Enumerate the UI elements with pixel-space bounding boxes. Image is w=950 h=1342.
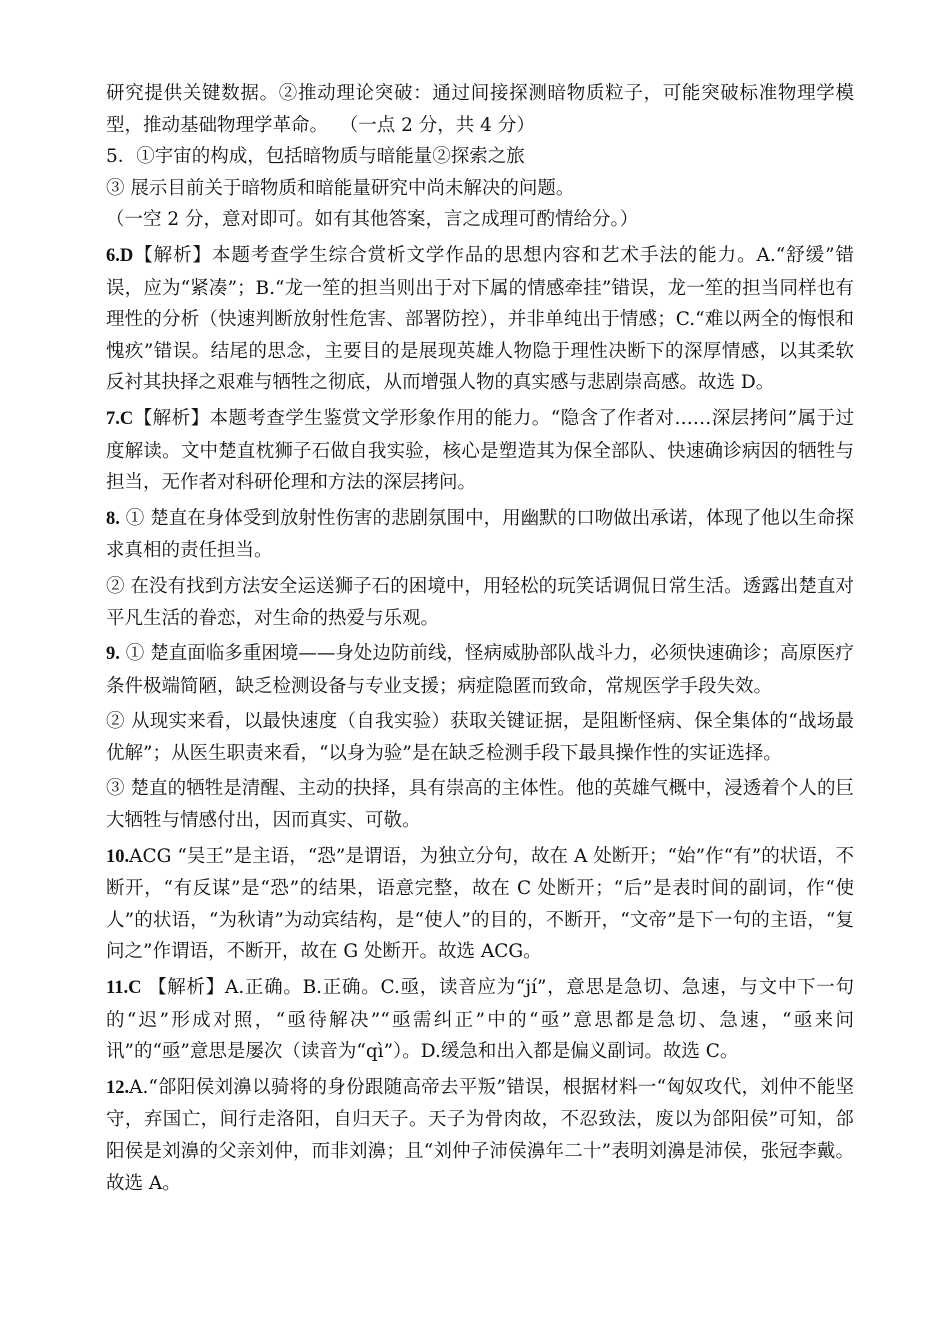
paragraph-text: ② 在没有找到方法安全运送狮子石的困境中，用轻松的玩笑话调侃日常生活。透露出楚直对平凡生活的眷恋，对生命的热爱与乐观。 [106,575,854,629]
paragraph-text: A.“郃阳侯刘濞以骑将的身份跟随高帝去平叛”错误，根据材料一“匈奴攻代，刘仲不能坚守，弃国亡，间行走洛阳，自归天子。天子为骨肉故，不忍致法，废以为郃阳侯”可知，郃阳侯是刘濞的父亲刘仲，而非刘濞；且“刘仲子沛侯濞年二十”表明刘濞是沛侯，张冠李戴。故选 A。 [106,1076,854,1194]
answer-paragraph-6 [106,240,854,399]
paragraph-text: （一空 2 分，意对即可。如有其他答案，言之成理可酌情给分。） [106,209,639,231]
question-number: 12. [106,1077,130,1098]
paragraph-text: ① 楚直面临多重困境——身处边防前线，怪病威胁部队战斗力，必须快速确诊；高原医疗条件极端简陋，缺乏检测设备与专业支援；病症隐匿而致命，常规医学手段失效。 [106,643,854,697]
document-page [106,78,854,1203]
question-number: 10. [106,846,130,867]
paragraph-text: ACG “吴王”是主语，“恐”是谓语，为独立分句，故在 A 处断开；“始”作“有”的状语，不断开，“有反谋”是“恐”的结果，语意完整，故在 C 处断开；“后”是表时间的副词，作“使人”的状语，“为秋请”为动宾结构，是“使人”的目的，不断开，“文帝”是下一句的主语，“复问之”作谓语，不断开，故在 G 处断开。故选 ACG。 [106,845,854,963]
answer-paragraph-8 [106,503,854,567]
paragraph-text: 【解析】本题考查学生综合赏析文学作品的思想内容和艺术手法的能力。A.“舒缓”错误，应为“紧凑”；B.“龙一笙的担当则出于对下属的情感牵挂”错误，龙一笙的担当同样也有理性的分析（快速判断放射性危害、部署防控），并非单纯出于情感；C.“难以两全的悔恨和愧疚”错误。结尾的思念，主要目的是展现英雄人物隐于理性决断下的深厚情感，以其柔软反衬其抉择之艰难与牺牲之彻底，从而增强人物的真实感与悲剧崇高感。故选 D。 [106,244,854,394]
scoring-note-5 [106,204,854,236]
paragraph-text: 【解析】本题考查学生鉴赏文学形象作用的能力。“隐含了作者对……深层拷问”属于过度解读。文中楚直枕狮子石做自我实验，核心是塑造其为保全部队、快速确诊病因的牺牲与担当，无作者对科研伦理和方法的深层拷问。 [106,407,854,494]
paragraph-text: ③ 展示目前关于暗物质和暗能量研究中尚未解决的问题。 [106,177,575,199]
answer-paragraph-12 [106,1072,854,1199]
answer-paragraph-9-item-3 [106,773,854,836]
paragraph-text: ③ 楚直的牺牲是清醒、主动的抉择，具有崇高的主体性。他的英雄气概中，浸透着个人的巨大牺牲与情感付出，因而真实、可敬。 [106,778,854,832]
answer-paragraph-11 [106,972,854,1068]
question-number: 9. [106,644,120,665]
paragraph-text: 研究提供关键数据。②推动理论突破：通过间接探测暗物质粒子，可能突破标准物理学模型，推动基础物理学革命。 （一点 2 分，共 4 分） [106,83,854,136]
answer-paragraph-7 [106,403,854,499]
question-number: 11.C [106,978,142,999]
answer-paragraph-9-item-2 [106,706,854,769]
paragraph-text: ① 楚直在身体受到放射性伤害的悲剧氛围中，用幽默的口吻做出承诺，体现了他以生命探求真相的责任担当。 [106,507,854,562]
answer-paragraph-8-item-2 [106,571,854,634]
paragraph-text: 5．①宇宙的构成，包括暗物质与暗能量②探索之旅 [106,146,525,168]
question-number: 7.C [106,408,134,429]
answer-paragraph-10 [106,841,854,968]
answer-paragraph-9 [106,638,854,702]
paragraph-text: ② 从现实来看，以最快速度（自我实验）获取关键证据，是阻断怪病、保全集体的“战场最优解”；从医生职责来看，“以身为验”是在缺乏检测手段下最具操作性的实证选择。 [106,711,854,764]
question-number: 6.D [106,245,134,266]
answer-paragraph-5 [106,141,854,173]
paragraph-text: 【解析】A.正确。B.正确。C.亟，读音应为“jí”，意思是急切、急速，与文中下一句的“迟”形成对照，“亟待解决”“亟需纠正”中的“亟”意思都是急切、急速，“亟来问讯”的“亟”意思是屡次（读音为“qì”）。D.缓急和出入都是偏义副词。故选 C。 [106,977,854,1063]
question-number: 8. [106,508,120,529]
answer-paragraph-5-item-3 [106,173,854,205]
answer-paragraph-4-continued [106,78,854,141]
